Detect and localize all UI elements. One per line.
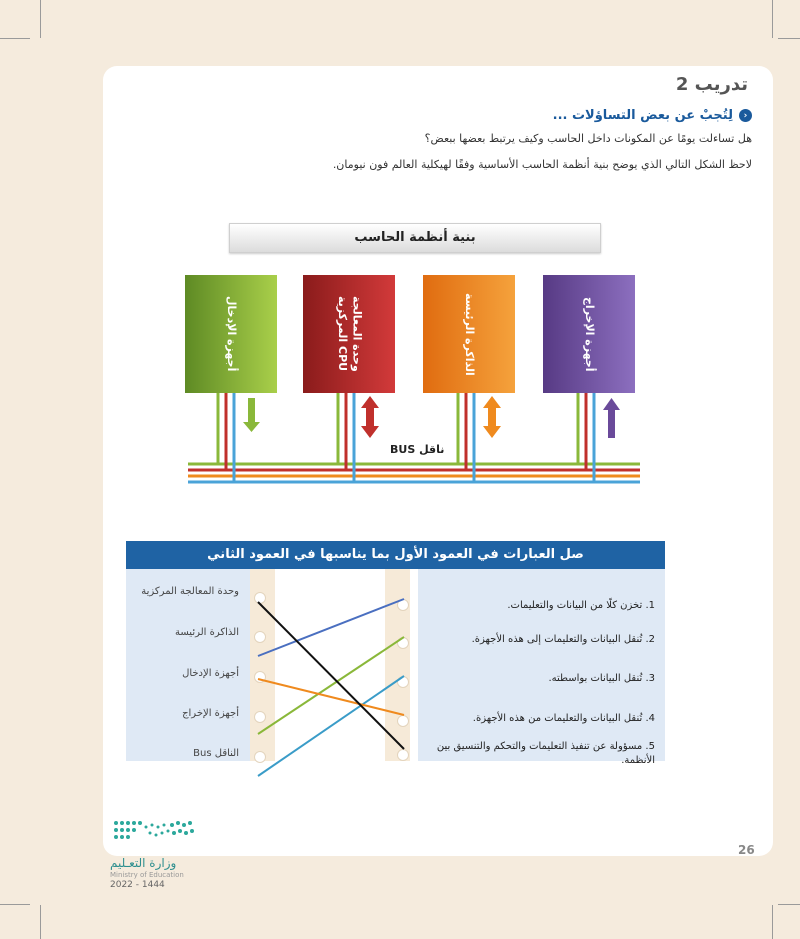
statement-3: 3. تُنقل البيانات بواسطته. bbox=[548, 673, 655, 684]
instruction-paragraph: لاحظ الشكل التالي الذي يوضح بنية أنظمة الحاسب الأساسية وفقًا لهيكلية العالم فون نيومان. bbox=[332, 158, 752, 171]
crop-mark bbox=[772, 905, 773, 939]
left-node-1[interactable] bbox=[254, 592, 266, 604]
arrow-updown-icon bbox=[361, 396, 379, 438]
term-5: الناقل Bus bbox=[193, 748, 239, 759]
academic-year: 2022 - 1444 bbox=[110, 880, 165, 890]
crop-mark bbox=[778, 38, 800, 39]
arrow-up-icon bbox=[603, 398, 620, 438]
crop-mark bbox=[0, 904, 30, 905]
exercise-title: تدريب 2 bbox=[675, 74, 748, 95]
matching-strip-right bbox=[385, 569, 410, 761]
subtitle-text: لِتُجبْ عن بعض التساؤلات ... bbox=[552, 108, 733, 123]
bus-label: ناقل BUS bbox=[390, 443, 445, 456]
bus-diagram-lines bbox=[180, 388, 650, 493]
term-3: أجهزة الإدخال bbox=[182, 668, 239, 679]
statement-5: 5. مسؤولة عن تنفيذ التعليمات والتحكم والتنسيق بين الأنظمة. bbox=[436, 741, 655, 766]
statement-1: 1. تخزن كلًا من البيانات والتعليمات. bbox=[507, 600, 655, 611]
block-cpu: وحدة المعالجة المركزية CPU bbox=[303, 275, 395, 393]
left-node-4[interactable] bbox=[254, 711, 266, 723]
block-input-devices: أجهزة الإدخال bbox=[185, 275, 277, 393]
exercise-subtitle bbox=[553, 108, 752, 123]
ministry-name: وزارة التعـليم bbox=[110, 856, 177, 870]
right-node-5[interactable] bbox=[397, 749, 409, 761]
matching-column-1 bbox=[418, 569, 665, 761]
chevron-left-icon: ‹ bbox=[739, 109, 752, 122]
diagram-title: بنية أنظمة الحاسب bbox=[229, 223, 601, 253]
page-number: 26 bbox=[738, 843, 755, 857]
right-node-4[interactable] bbox=[397, 715, 409, 727]
crop-mark bbox=[40, 0, 41, 38]
arrow-updown-icon bbox=[483, 396, 501, 438]
left-node-5[interactable] bbox=[254, 751, 266, 763]
crop-mark bbox=[778, 904, 800, 905]
right-node-1[interactable] bbox=[397, 599, 409, 611]
term-1: وحدة المعالجة المركزية bbox=[141, 586, 239, 597]
left-node-3[interactable] bbox=[254, 671, 266, 683]
intro-paragraph: هل تساءلت يومًا عن المكونات داخل الحاسب وكيف يرتبط بعضها ببعض؟ bbox=[424, 132, 752, 145]
crop-mark bbox=[772, 0, 773, 38]
right-node-2[interactable] bbox=[397, 637, 409, 649]
crop-mark bbox=[40, 905, 41, 939]
statement-2: 2. تُنقل البيانات والتعليمات إلى هذه الأجهزة. bbox=[471, 634, 655, 645]
left-node-2[interactable] bbox=[254, 631, 266, 643]
statement-4: 4. تُنقل البيانات والتعليمات من هذه الأجهزة. bbox=[472, 713, 655, 724]
block-main-memory: الذاكرة الرئيسة bbox=[423, 275, 515, 393]
block-output-devices: أجهزة الإخراج bbox=[543, 275, 635, 393]
arrow-down-icon bbox=[243, 398, 260, 432]
right-node-3[interactable] bbox=[397, 676, 409, 688]
ministry-logo-icon bbox=[110, 815, 200, 851]
term-4: أجهزة الإخراج bbox=[182, 708, 239, 719]
matching-header: صل العبارات في العمود الأول بما يناسبها في العمود الثاني bbox=[126, 541, 665, 569]
term-2: الذاكرة الرئيسة bbox=[175, 627, 239, 638]
ministry-name-en: Ministry of Education bbox=[110, 871, 184, 879]
crop-mark bbox=[0, 38, 30, 39]
